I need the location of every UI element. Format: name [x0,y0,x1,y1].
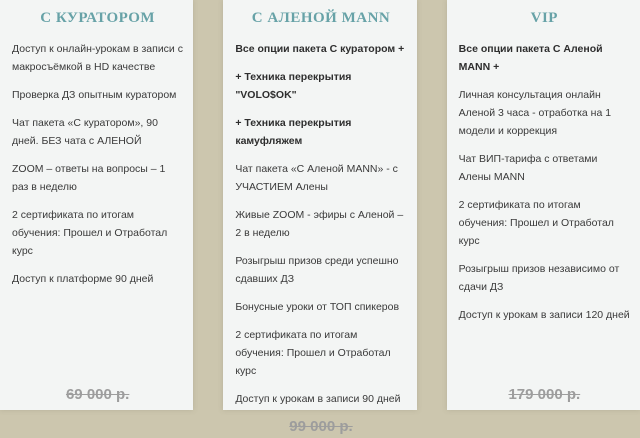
plan-feature: + Техника перекрытия камуфляжем [235,117,352,147]
plan-feature: Все опции пакета С куратором + [235,43,405,55]
plan-old-price: 99 000 р. [289,418,353,435]
plan-title: С КУРАТОРОМ [40,10,156,26]
plan-feature: Все опции пакета С Аленой MANN + [458,43,603,73]
plan-feature: Проверка ДЗ опытным куратором [12,89,177,101]
plan-feature: 2 сертификата по итогам обучения: Прошел и Отработал курс [12,209,168,257]
plan-feature-list [235,40,406,418]
plan-card-alena-mann [223,0,416,435]
plan-feature: Доступ к урокам в записи 120 дней [458,309,630,321]
plan-title: VIP [530,10,558,26]
plan-feature: ZOOM – ответы на вопросы – 1 раз в неделю [12,163,166,193]
plan-feature: 2 сертификата по итогам обучения: Прошел и Отработал курс [458,199,614,247]
plan-feature: Доступ к урокам в записи 90 дней [235,393,401,405]
plan-feature: Чат ВИП-тарифа с ответами Алены MANN [458,153,598,183]
plan-feature: Живые ZOOM - эфиры с Аленой – 2 в неделю [235,209,404,239]
plan-feature: Розыгрыш призов среди успешно сдавших ДЗ [235,255,399,285]
plan-feature-list [12,40,183,298]
plan-feature: Доступ к онлайн-урокам в записи с макросъёмкой в HD качестве [12,43,183,73]
plan-feature: 2 сертификата по итогам обучения: Прошел и Отработал курс [235,329,391,377]
plan-old-price: 179 000 р. [508,386,581,403]
plan-feature: Доступ к платформе 90 дней [12,273,154,285]
plan-feature: Розыгрыш призов независимо от сдачи ДЗ [458,263,620,293]
plan-feature: Бонусные уроки от ТОП спикеров [235,301,400,313]
plan-feature: + Техника перекрытия "VOLO$OK" [235,71,352,101]
plan-feature: Личная консультация онлайн Аленой 3 часа - отработка на 1 модели и коррекция [458,89,612,137]
plan-feature: Чат пакета «С Аленой MANN» - с УЧАСТИЕМ Алены [235,163,398,193]
plan-feature: Чат пакета «С куратором», 90 дней. БЕЗ чата с АЛЕНОЙ [12,117,158,147]
plan-old-price: 69 000 р. [65,386,130,403]
plan-title: С АЛЕНОЙ MANN [251,10,391,26]
plan-card-vip [447,0,640,410]
plan-feature-list [459,40,630,334]
plan-card-kurator [0,0,193,410]
